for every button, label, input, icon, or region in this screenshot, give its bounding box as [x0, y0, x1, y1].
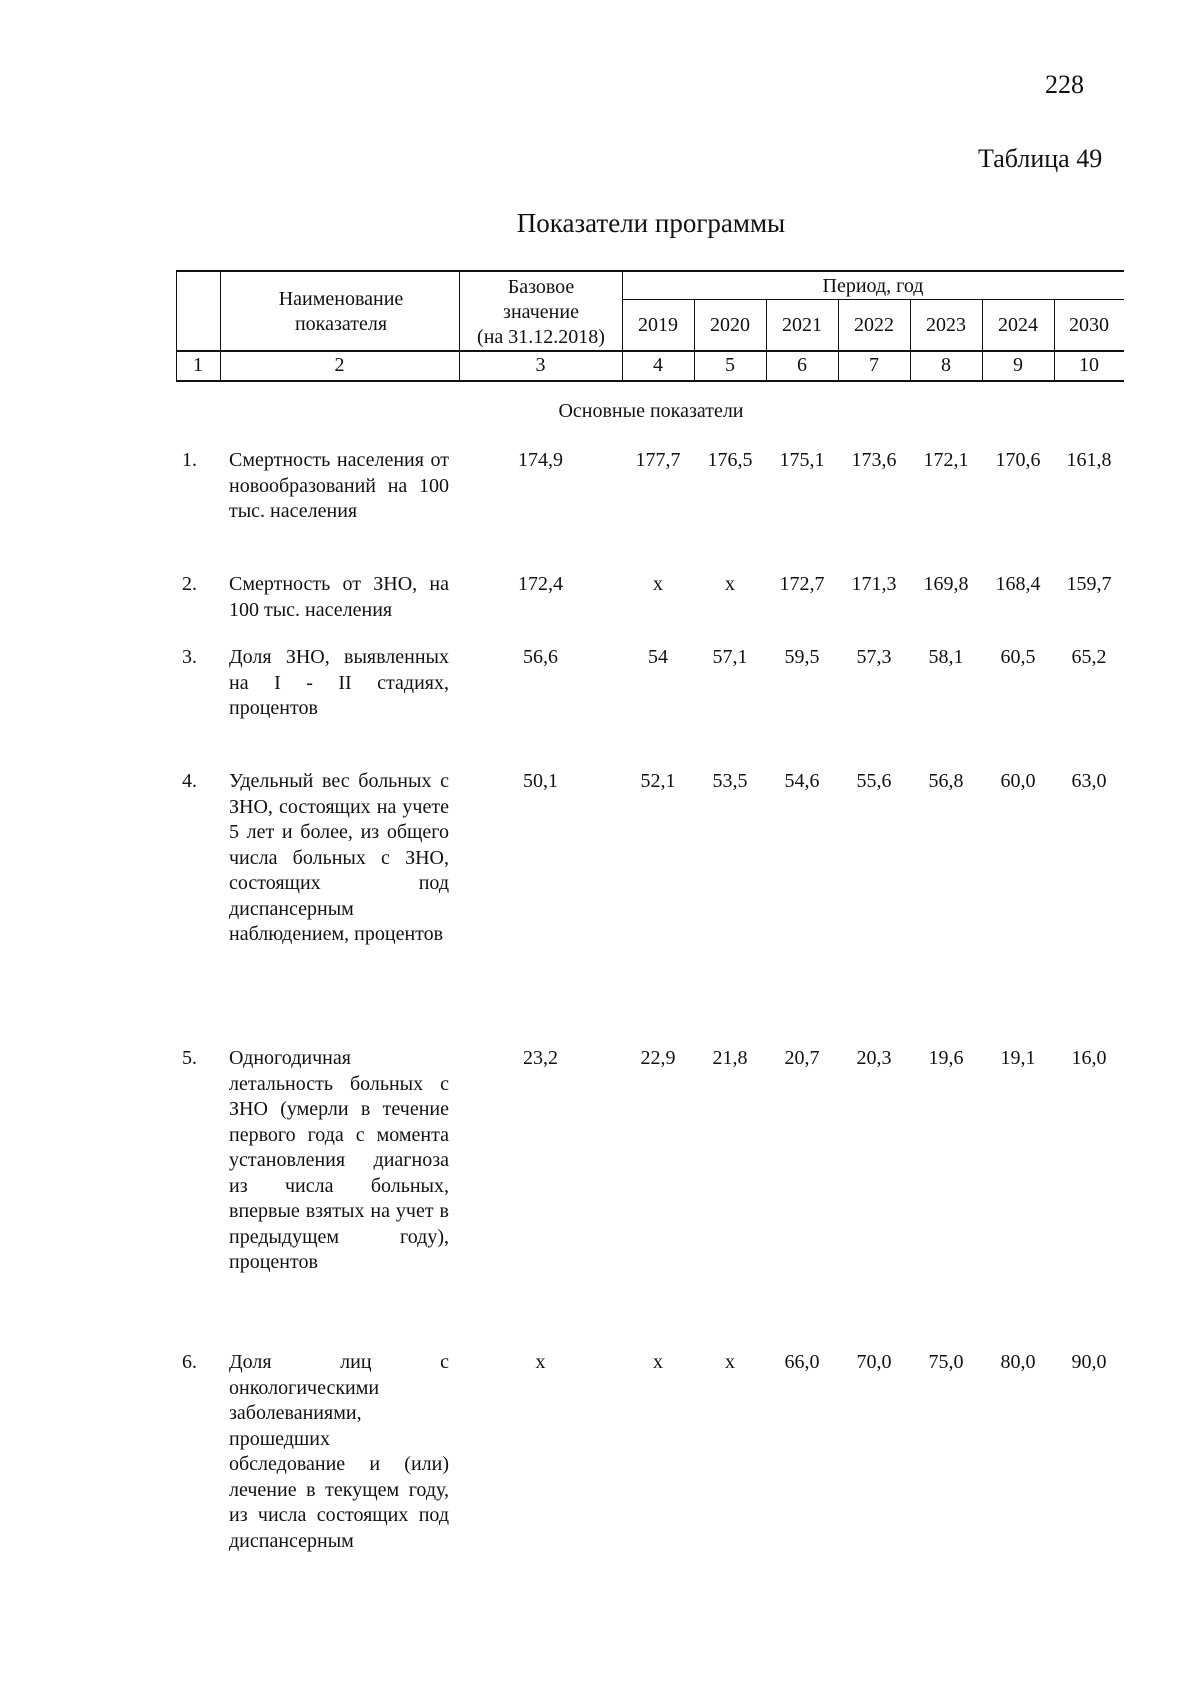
row-indicator-name: Одногодичная летальность больных с ЗНО (умерли в течение первого года с момента установления диагноза из числа больных, впервые взятых на учет в предыдущем году), процентов: [229, 1047, 449, 1273]
row-indicator-name: Смертность от ЗНО, на 100 тыс. населения: [229, 573, 449, 621]
header-year: 2024: [998, 314, 1038, 336]
row-indicator-name: Доля ЗНО, выявленных на I - II стадиях, процентов: [229, 646, 449, 719]
col-number: 5: [725, 354, 735, 376]
row-base-value: 56,6: [523, 646, 558, 668]
col-number: 10: [1079, 354, 1099, 376]
header-year: 2019: [638, 314, 678, 336]
col-number: 9: [1013, 354, 1023, 376]
row-value-2024: 170,6: [995, 449, 1041, 471]
row-value-2021: 20,7: [784, 1047, 820, 1069]
row-value-2030: 90,0: [1071, 1351, 1107, 1373]
row-value-2019: х: [653, 1351, 663, 1373]
row-indicator-name: Смертность населения от новообразований на 100 тыс. населения: [229, 449, 449, 522]
row-value-2023: 169,8: [923, 573, 969, 595]
header-year: 2021: [782, 314, 822, 336]
row-value-2022: 171,3: [851, 573, 897, 595]
col-number: 2: [334, 354, 345, 376]
row-value-2024: 60,0: [1000, 770, 1036, 792]
header-period: Период, год: [822, 275, 924, 297]
row-number: 4.: [182, 770, 197, 792]
row-number: 6.: [182, 1351, 197, 1373]
row-value-2020: 21,8: [712, 1047, 748, 1069]
row-value-2023: 19,6: [928, 1047, 964, 1069]
row-value-2030: 63,0: [1071, 770, 1107, 792]
section-title: Основные показатели: [558, 400, 744, 422]
page-number: 228: [1045, 70, 1084, 99]
row-number: 2.: [182, 573, 197, 595]
header-base-line2: значение: [503, 301, 579, 323]
header-name: Наименование показателя: [278, 288, 404, 335]
row-value-2019: 52,1: [640, 770, 676, 792]
page-title: Показатели программы: [516, 208, 786, 238]
row-value-2022: 70,0: [856, 1351, 892, 1373]
header-year: 2022: [854, 314, 894, 336]
row-base-value: 172,4: [518, 573, 563, 595]
row-base-value: 50,1: [523, 770, 558, 792]
row-indicator-name: Доля лиц с онкологическими заболеваниями, прошедших обследование и (или) лечение в текущем году, из числа состоящих под диспансерным: [229, 1351, 449, 1552]
row-base-value: 174,9: [518, 449, 563, 471]
row-value-2019: 54: [648, 646, 668, 668]
row-value-2024: 60,5: [1000, 646, 1036, 668]
row-value-2030: 65,2: [1071, 646, 1107, 668]
row-value-2020: х: [725, 1351, 735, 1373]
row-number: 3.: [182, 646, 197, 668]
row-value-2023: 172,1: [923, 449, 969, 471]
header-year: 2020: [710, 314, 750, 336]
row-base-value: 23,2: [523, 1047, 558, 1069]
row-value-2020: х: [725, 573, 735, 595]
row-value-2020: 57,1: [712, 646, 748, 668]
table-header: [176, 270, 1124, 382]
row-value-2021: 59,5: [784, 646, 820, 668]
table-label: Таблица 49: [978, 144, 1103, 173]
row-value-2022: 57,3: [856, 646, 892, 668]
row-value-2024: 19,1: [1000, 1047, 1036, 1069]
row-value-2020: 53,5: [712, 770, 748, 792]
col-number: 8: [941, 354, 951, 376]
row-indicator-name: Удельный вес больных с ЗНО, состоящих на учете 5 лет и более, из общего числа больных с ЗНО, состоящих под диспансерным наблюдением, процентов: [229, 770, 449, 945]
row-base-value: х: [535, 1351, 546, 1373]
row-value-2024: 80,0: [1000, 1351, 1036, 1373]
row-value-2022: 20,3: [856, 1047, 892, 1069]
col-number: 7: [869, 354, 879, 376]
row-value-2030: 159,7: [1066, 573, 1112, 595]
row-value-2020: 176,5: [707, 449, 753, 471]
row-value-2022: 55,6: [856, 770, 892, 792]
row-value-2019: 177,7: [635, 449, 681, 471]
col-number: 1: [193, 354, 203, 376]
col-number: 6: [797, 354, 807, 376]
header-year: 2023: [926, 314, 966, 336]
row-value-2021: 175,1: [779, 449, 825, 471]
row-value-2023: 75,0: [928, 1351, 964, 1373]
header-year: 2030: [1069, 314, 1109, 336]
header-base-line3: (на 31.12.2018): [477, 326, 605, 348]
row-value-2024: 168,4: [995, 573, 1041, 595]
header-base-line1: Базовое: [507, 276, 575, 298]
row-value-2023: 58,1: [928, 646, 964, 668]
row-value-2021: 66,0: [784, 1351, 820, 1373]
row-number: 5.: [182, 1047, 197, 1069]
col-number: 4: [653, 354, 663, 376]
row-value-2030: 161,8: [1066, 449, 1112, 471]
row-value-2023: 56,8: [928, 770, 964, 792]
row-number: 1.: [182, 449, 197, 471]
row-value-2019: х: [653, 573, 663, 595]
row-value-2019: 22,9: [640, 1047, 676, 1069]
col-number: 3: [535, 354, 546, 376]
row-value-2030: 16,0: [1071, 1047, 1107, 1069]
row-value-2021: 54,6: [784, 770, 820, 792]
row-value-2022: 173,6: [851, 449, 897, 471]
row-value-2021: 172,7: [779, 573, 825, 595]
